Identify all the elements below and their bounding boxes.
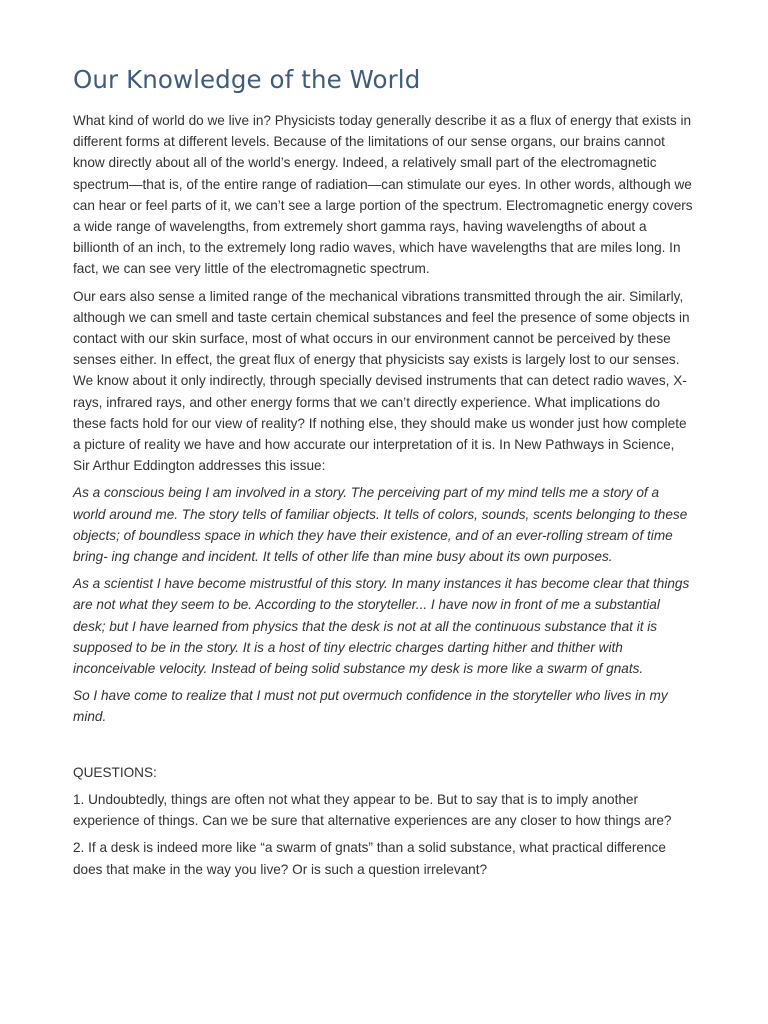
question-item: 1. Undoubtedly, things are often not what they appear to be. But to say that is to imply another experience of things. Can we be sure that alternative experiences are any closer to how things are? [73,791,672,829]
questions-heading: QUESTIONS: [73,764,157,780]
question-item: 2. If a desk is indeed more like “a swarm of gnats” than a solid substance, what practical difference does that make in the way you live? Or is such a question irrelevant? [73,840,666,877]
body-paragraph: Our ears also sense a limited range of the mechanical vibrations transmitted through the air. Similarly, although we can smell and taste certain chemical substances and feel the presence of some objects in contact with our skin surface, most of what occurs in our environment cannot be perceived by these senses either. In effect, the great flux of energy that physicists say exists is largely lost to our senses. We know about it only indirectly, through specially devised instruments that can detect radio waves, X-rays, infrared rays, and other energy forms that we can’t directly experience. What implications do these facts hold for our view of reality? If nothing else, they should make us wonder just how complete a picture of reality we have and how accurate our interpretation of it is. In New Pathways in Science, Sir Arthur Eddington addresses this issue: [73,288,690,474]
document-page [73,62,693,886]
quote-paragraph: As a conscious being I am involved in a story. The perceiving part of my mind tells me a story of a world around me. The story tells of familiar objects. It tells of colors, sounds, scents belonging to these objects; of boundless space in which they have their existence, and of an ever-rolling stream of time bring- ing change and incident. It tells of other life than mine busy about its own purposes. [73,485,688,565]
page-title: Our Knowledge of the World [73,65,421,94]
body-paragraph: What kind of world do we live in? Physicists today generally describe it as a flux of energy that exists in different forms at different levels. Because of the limitations of our sense organs, our brains cannot know directly about all of the world’s energy. Indeed, a relatively small part of the electromagnetic spectrum—that is, of the entire range of radiation—can stimulate our eyes. In other words, although we can hear or feel parts of it, we can’t see a large portion of the spectrum. Electromagnetic energy covers a wide range of wavelengths, from extremely short gamma rays, having wavelengths of about a billionth of an inch, to the extremely long radio waves, which have wavelengths that are miles long. In fact, we can see very little of the electromagnetic spectrum. [73,113,693,277]
quote-paragraph: So I have come to realize that I must not put overmuch confidence in the storyteller who lives in my mind. [73,688,668,725]
quote-paragraph: As a scientist I have become mistrustful of this story. In many instances it has become clear that things are not what they seem to be. According to the storyteller... I have now in front of me a substantial desk; but I have learned from physics that the desk is not at all the continuous substance that it is supposed to be in the story. It is a host of tiny electric charges darting hither and thither with inconceivable velocity. Instead of being solid substance my desk is more like a swarm of gnats. [73,576,690,677]
